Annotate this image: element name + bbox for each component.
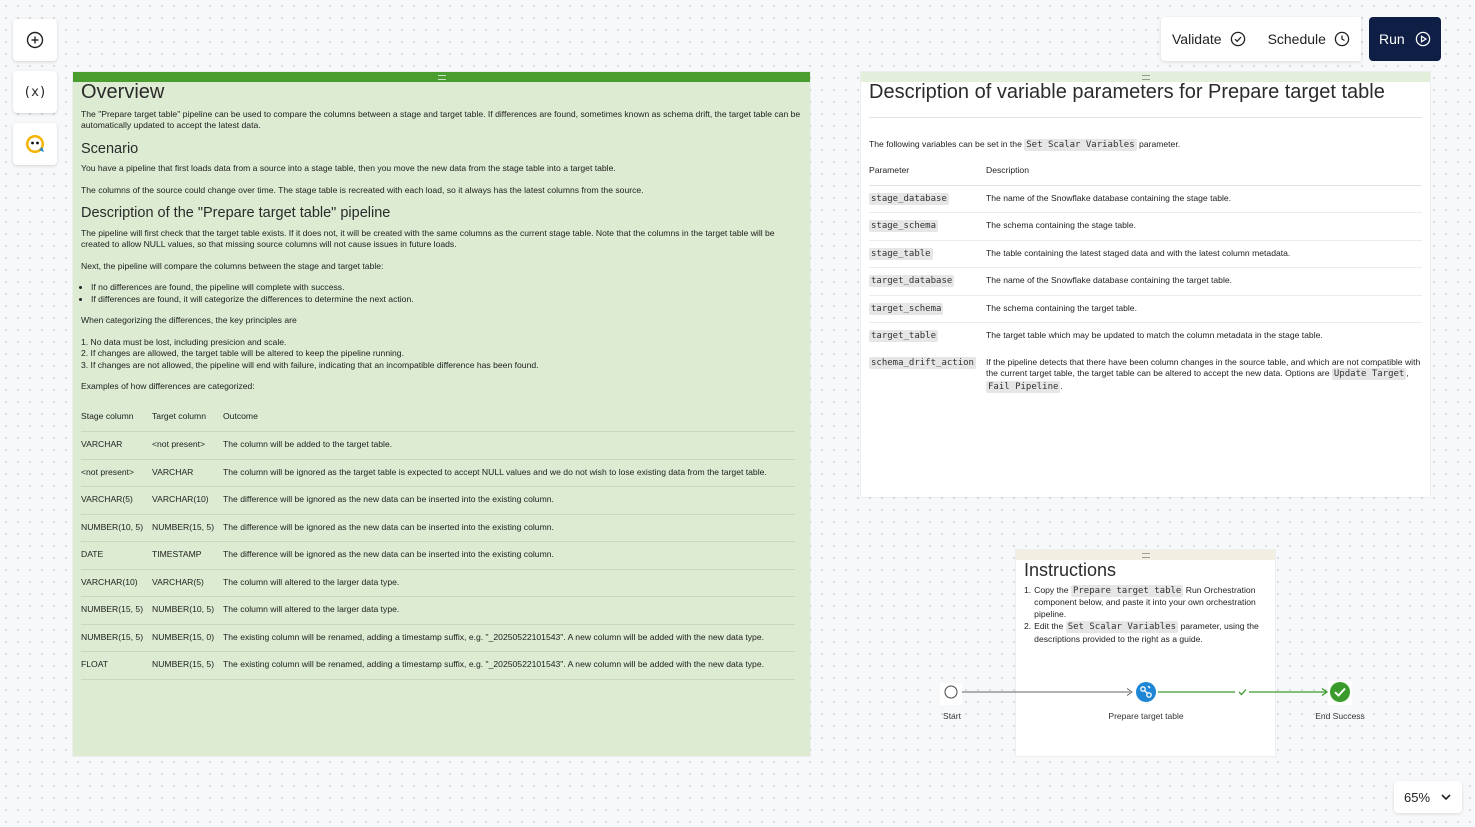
stage-column-cell: FLOAT <box>81 652 152 680</box>
step-text: Edit the <box>1034 621 1064 631</box>
outcome-cell: The column will altered to the larger data type. <box>223 569 795 597</box>
step-text: Copy the <box>1034 584 1069 595</box>
param-desc-cell: The schema containing the stage table. <box>986 213 1422 241</box>
instructions-title: Instructions <box>1024 560 1117 580</box>
list-item: • If no differences are found, the pipeline will complete with success. <box>91 282 802 294</box>
scenario-paragraph-2: The columns of the source could change over time. The stage table is recreated with each load, so it always has the latest columns from the source. <box>81 184 644 195</box>
scenario-heading: Scenario <box>81 140 139 157</box>
variables-label: (x) <box>23 84 47 100</box>
stage-column-cell: DATE <box>81 542 152 570</box>
target-column-cell: NUMBER(15, 0) <box>152 624 223 652</box>
target-column-cell: NUMBER(15, 5) <box>152 514 223 542</box>
prepare-target-table-node[interactable] <box>1134 681 1158 705</box>
target-column-cell: <not present> <box>152 432 223 460</box>
outcome-cell: The column will altered to the larger data type. <box>223 597 795 625</box>
param-name: schema_drift_action <box>871 357 974 368</box>
overview-intro: The "Prepare target table" pipeline can be used to compare the columns between a stage and target table. If differences are found, sometimes known as schema drift, the target table can be automatically updated to accept the latest data. <box>81 108 801 130</box>
param-desc-cell: The target table which may be updated to match the column metadata in the stage table. <box>986 330 1323 340</box>
zoom-value: 65% <box>1403 789 1431 805</box>
parameters-title: Description of variable parameters for Prepare target table <box>869 87 1422 118</box>
step-number: 2. <box>1024 621 1032 631</box>
param-desc: If the pipeline detects that there have been column changes in the source table, and which are not compatible with the current target table, the target table can be altered to accept the new data. Options are <box>986 356 1421 378</box>
target-column-cell: VARCHAR(10) <box>152 487 223 515</box>
step-number: 1. <box>1024 584 1032 595</box>
target-column-cell: NUMBER(15, 5) <box>152 652 223 680</box>
start-label: Start <box>943 711 961 721</box>
param-name: stage_database <box>871 193 947 204</box>
param-desc-cell: The table containing the latest staged data and with the latest column metadata. <box>986 240 1422 268</box>
outcome-cell: The difference will be ignored as the new data can be inserted into the existing column. <box>223 487 795 515</box>
stage-column-cell: <not present> <box>81 459 152 487</box>
success-check-icon <box>1328 681 1352 705</box>
outcome-cell: The difference will be ignored as the new data can be inserted into the existing column. <box>223 514 795 542</box>
intro-text: The following variables can be set in the <box>869 138 1022 149</box>
outcome-cell: The difference will be ignored as the new data can be inserted into the existing column. <box>223 542 795 570</box>
list-item: 3. If changes are not allowed, the pipeline will end with failure, indicating that an incompatible difference has been found. <box>81 359 539 370</box>
step-text: Run Orchestration component below, and paste it into your own orchestration pipeline. <box>1034 584 1256 619</box>
scenario-paragraph-1: You have a pipeline that first loads data from a source into a stage table, then you move the new data from the stage table into a target table. <box>81 163 616 173</box>
separator: , <box>1406 368 1409 378</box>
examples-intro: Examples of how differences are categorized: <box>81 381 255 391</box>
validate-label: Validate <box>1172 31 1222 47</box>
intro-code: Set Scalar Variables <box>1026 139 1135 150</box>
target-column-cell: TIMESTAMP <box>152 542 223 570</box>
param-name: target_schema <box>871 303 942 314</box>
stage-column-cell: NUMBER(15, 5) <box>81 597 152 625</box>
stage-column-cell: VARCHAR(5) <box>81 487 152 515</box>
target-column-cell: VARCHAR(5) <box>152 569 223 597</box>
period: . <box>1060 380 1063 391</box>
list-item: 2. If changes are allowed, the target table will be altered to keep the pipeline running. <box>81 348 404 358</box>
option-code: Update Target <box>1333 369 1405 379</box>
param-name: target_table <box>871 331 937 341</box>
outcome-cell: The column will be ignored as the target table is expected to accept NULL values and we do not wish to lose existing data from the target table. <box>223 459 795 487</box>
stage-column-cell: VARCHAR(10) <box>81 569 152 597</box>
param-desc-cell: The name of the Snowflake database containing the stage table. <box>986 185 1422 213</box>
param-name: target_database <box>871 276 953 286</box>
zoom-dropdown[interactable] <box>1394 781 1462 813</box>
end-success-label: End Success <box>1315 711 1365 721</box>
success-check-icon <box>1235 686 1249 698</box>
outcome-cell: The existing column will be renamed, adding a timestamp suffix, e.g. "_20250522101543". A new column will be added with the new data type. <box>223 652 795 680</box>
run-label: Run <box>1378 31 1405 47</box>
param-desc-cell: The name of the Snowflake database containing the target table. <box>986 268 1422 296</box>
start-node[interactable] <box>940 683 962 705</box>
option-code: Fail Pipeline <box>988 381 1059 392</box>
overview-title: Overview <box>81 81 165 103</box>
stage-column-cell: VARCHAR <box>81 432 152 460</box>
target-column-cell: NUMBER(10, 5) <box>152 597 223 625</box>
column-header: Parameter <box>869 165 986 185</box>
description-paragraph-1: The pipeline will first check that the target table exists. If it does not, it will be created with the same columns as the current stage table. Note that the columns in the target table will be created to allow NULL values, so that missing source columns will not cause issues in future loads. <box>81 227 775 249</box>
step-code: Prepare target table <box>1072 585 1182 596</box>
step-text: parameter, using the descriptions provided to the right as a guide. <box>1034 621 1259 644</box>
column-header: Target column <box>152 411 223 432</box>
step-code: Set Scalar Variables <box>1067 622 1177 632</box>
stage-column-cell: NUMBER(15, 5) <box>81 624 152 652</box>
param-name: stage_schema <box>871 221 937 231</box>
chevron-down-icon <box>1440 791 1452 803</box>
list-item: 1. No data must be lost, including presicion and scale. <box>81 336 287 347</box>
list-item: • If differences are found, it will categorize the differences to determine the next action. <box>91 294 802 306</box>
description-paragraph-2: Next, the pipeline will compare the columns between the stage and target table: <box>81 260 384 271</box>
run-orchestration-icon <box>1134 681 1158 705</box>
intro-text: parameter. <box>1139 138 1181 149</box>
column-header: Outcome <box>223 411 795 432</box>
start-circle-icon <box>940 683 962 705</box>
param-desc-cell: The schema containing the target table. <box>986 295 1422 323</box>
outcome-cell: The column will be added to the target table. <box>223 432 795 460</box>
target-column-cell: VARCHAR <box>152 459 223 487</box>
outcome-cell: The existing column will be renamed, adding a timestamp suffix, e.g. "_20250522101543". A new column will be added with the new data type. <box>223 624 795 652</box>
principles-intro: When categorizing the differences, the key principles are <box>81 315 297 325</box>
stage-column-cell: NUMBER(10, 5) <box>81 514 152 542</box>
end-success-node[interactable] <box>1328 681 1352 705</box>
prepare-target-table-label: Prepare target table <box>1108 711 1184 721</box>
column-header: Stage column <box>81 411 152 432</box>
schedule-label: Schedule <box>1267 31 1326 47</box>
description-heading: Description of the "Prepare target table" pipeline <box>81 205 391 221</box>
param-name: stage_table <box>871 248 931 259</box>
column-header: Description <box>986 165 1422 185</box>
